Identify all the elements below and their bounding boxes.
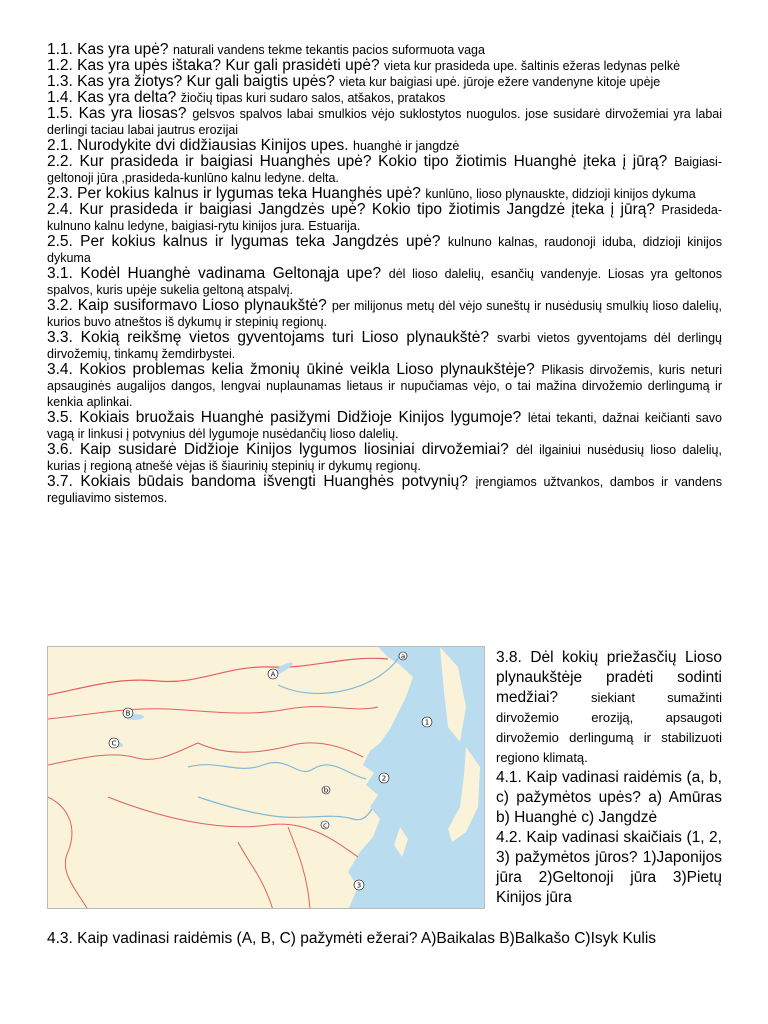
answer-text: svarbi vietos gyventojams dėl derlingų dirvožemių, tinkamų žemdirbystei. <box>47 331 722 361</box>
sea-label-3: 3 <box>356 881 362 890</box>
question-text: 4.1. Kaip vadinasi raidėmis (a, b, c) pažymėtos upės? a) Amūras b) Huanghė c) Jangdzė <box>496 769 722 826</box>
question-text: 4.3. Kaip vadinasi raidėmis (A, B, C) pažymėti ežerai? A)Baikalas B)Balkašo C)Isyk Kulis <box>47 930 657 947</box>
qa-item <box>496 648 722 768</box>
sea-label-2: 2 <box>381 774 387 783</box>
qa-item <box>496 828 722 908</box>
question-text: 3.3. Kokią reikšmę vietos gyventojams turi Lioso plynaukštė? <box>47 329 490 346</box>
answer-text: gelsvos spalvos labai smulkios vėjo suklostytos nuogulos. jose susidarė dirvožemiai yra labai derlingi taciau labai jautrus erozijai <box>47 107 722 137</box>
river-label-b: b <box>323 786 329 795</box>
qa-item <box>47 410 722 442</box>
question-text: 3.8. Dėl kokių priežasčių Lioso plynaukštėje pradėti sodinti medžiai? <box>496 649 722 706</box>
qa-item <box>47 106 722 138</box>
question-text: 3.4. Kokios problemas kelia žmonių ūkinė veikla Lioso plynaukštėje? <box>47 361 535 378</box>
sea-label-1: 1 <box>424 718 430 727</box>
sea-marker-3 <box>354 880 364 890</box>
answer-text: siekiant sumažinti dirvožemio eroziją, apsaugoti dirvožemio derlingumą ir stabilizuoti regiono klimatą. <box>496 690 722 765</box>
answer-text: huanghė ir jangdzė <box>353 139 460 153</box>
answer-text: kulnuno kalnas, raudonoji iduba, didzioji kinijos dykuma <box>47 235 722 265</box>
qa-item <box>47 74 722 90</box>
answer-text: kunlūno, lioso plynauskte, didzioji kinijos dykuma <box>425 187 696 201</box>
qa-item <box>47 298 722 330</box>
question-text: 3.6. Kaip susidarė Didžioje Kinijos lygumos liosiniai dirvožemiai? <box>47 441 509 458</box>
river-marker-b <box>322 786 330 795</box>
question-text: 2.1. Nurodykite dvi didžiausias Kinijos upes. <box>47 137 349 154</box>
map-drawing <box>48 647 485 909</box>
lake-label-c: C <box>111 739 117 748</box>
question-text: 1.5. Kas yra liosas? <box>47 105 187 122</box>
answer-text: lėtai tekanti, dažnai keičianti savo vagą ir linkusi į potvynius dėl lygumoje nusėdančių lioso dalelių. <box>47 411 723 441</box>
question-text: 2.4. Kur prasideda ir baigiasi Jangdzės upė? Kokio tipo žiotimis Jangdzė įteka į jūrą? <box>47 201 655 218</box>
answer-text: žiočių tipas kuri sudaro salos, atšakos, pratakos <box>180 91 446 105</box>
question-text: 3.7. Kokiais būdais bandoma išvengti Huanghės potvynių? <box>47 473 468 490</box>
map-of-east-asia <box>47 646 485 909</box>
question-text: 1.2. Kas yra upės ištaka? Kur gali prasidėti upė? <box>47 57 380 74</box>
answer-text: vieta kur prasideda upe. šaltinis ežeras ledynas pelkė <box>384 59 681 73</box>
answer-text: Prasideda-kulnuno kalnu ledyne, baigiasi-rytu kinijos jura. Estuarija. <box>47 203 722 233</box>
answer-text: dėl ilgainiui nusėdusių lioso dalelių, kurias į regioną atnešė vėjas iš šiaurinių stepinių ir dykumų regionų. <box>47 443 722 473</box>
qa-item <box>47 266 722 298</box>
answer-text: Baigiasi-geltonoji jūra ,prasideda-kunlūno kalnu ledyne. delta. <box>47 155 722 185</box>
questions-list <box>47 42 722 506</box>
sea-marker-1 <box>422 717 432 727</box>
question-text: 3.2. Kaip susiformavo Lioso plynaukštė? <box>47 297 327 314</box>
answer-text: įrengiamos užtvankos, dambos ir vandens reguliavimo sistemos. <box>47 475 722 505</box>
sea-marker-2 <box>379 773 389 783</box>
lake-label-a: A <box>270 670 276 679</box>
qa-item <box>47 234 722 266</box>
question-text: 1.4. Kas yra delta? <box>47 89 177 106</box>
qa-item <box>47 474 722 506</box>
answer-text: dėl lioso dalelių, esančių vandenyje. Liosas yra geltonos spalvos, kuris upėje sukelia geltoną atspalvį. <box>47 267 722 297</box>
map-section <box>47 646 722 936</box>
question-text: 3.1. Kodėl Huanghė vadinama Geltonąja upe? <box>47 265 382 282</box>
lake-marker-c <box>109 738 119 748</box>
qa-item <box>47 442 722 474</box>
river-marker-a <box>399 652 407 661</box>
lake-marker-b <box>123 708 133 718</box>
map-questions <box>496 648 722 908</box>
lake-label-b: B <box>125 709 131 718</box>
qa-item <box>47 42 722 58</box>
river-marker-c <box>321 821 329 830</box>
question-text: 3.5. Kokiais bruožais Huanghė pasižymi Didžioje Kinijos lygumoje? <box>47 409 522 426</box>
question-text: 4.2. Kaip vadinasi skaičiais (1, 2, 3) pažymėtos jūros? 1)Japonijos jūra 2)Geltonoji jūra 3)Pietų Kinijos jūra <box>496 829 722 906</box>
qa-item <box>47 202 722 234</box>
answer-text: vieta kur baigiasi upė. jūroje ežere vandenyne kitoje upėje <box>339 75 661 89</box>
qa-item <box>47 90 722 106</box>
qa-item <box>47 330 722 362</box>
qa-item <box>47 931 722 947</box>
qa-item <box>47 58 722 74</box>
question-text: 2.2. Kur prasideda ir baigiasi Huanghės upė? Kokio tipo žiotimis Huanghė įteka į jūrą? <box>47 153 668 170</box>
qa-item <box>47 186 722 202</box>
qa-item <box>47 154 722 186</box>
qa-item <box>47 138 722 154</box>
qa-item <box>47 362 722 410</box>
lake-marker-a <box>268 669 278 679</box>
final-question <box>47 931 722 947</box>
question-text: 2.3. Per kokius kalnus ir lygumas teka Huanghės upė? <box>47 185 421 202</box>
question-text: 2.5. Per kokius kalnus ir lygumas teka Jangdzės upė? <box>47 233 441 250</box>
answer-text: Plikasis dirvožemis, kuris neturi apsauginės augalijos dangos, lengvai nuplaunamas lietaus ir nupučiamas vėjo, o tai mažina dirvožemio derlingumą ir kenkia aplinkai. <box>47 363 722 409</box>
answer-text: naturali vandens tekme tekantis pacios suformuota vaga <box>172 43 485 57</box>
qa-item <box>496 768 722 828</box>
question-text: 1.3. Kas yra žiotys? Kur gali baigtis upės? <box>47 73 335 90</box>
river-label-c: c <box>323 821 327 830</box>
question-text: 1.1. Kas yra upė? <box>47 41 169 58</box>
answer-text: per milijonus metų dėl vėjo suneštų ir nusėdusių smulkių lioso dalelių, kurios buvo atneštos iš dykumų ir stepinių regionų. <box>47 299 722 329</box>
river-label-a: a <box>400 652 406 661</box>
